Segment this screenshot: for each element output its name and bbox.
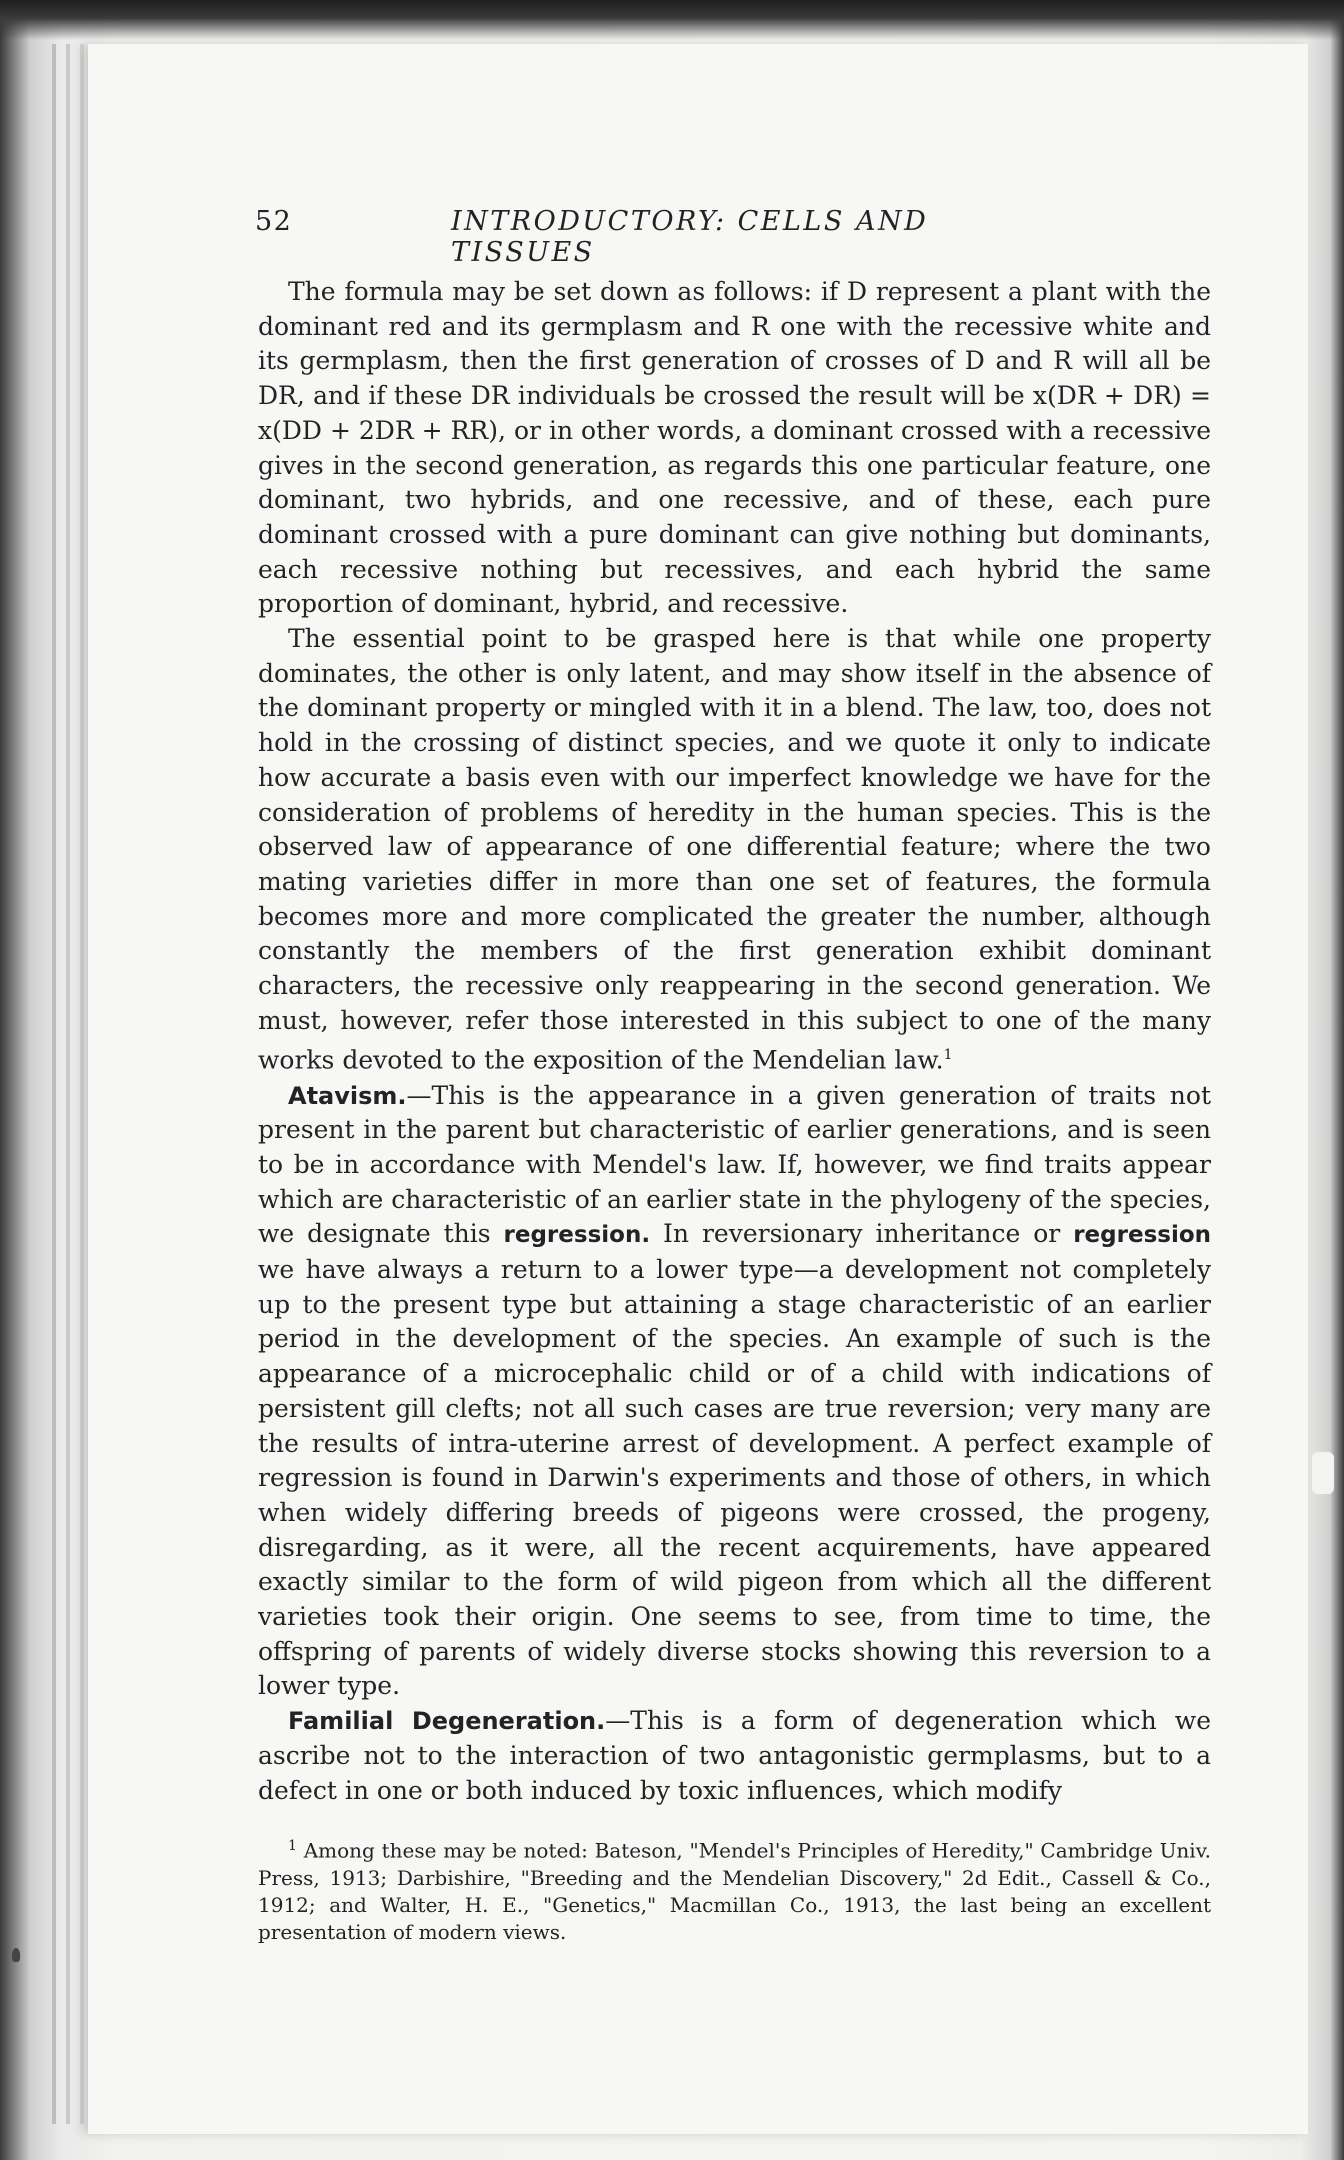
- section-run-in-heading: Atavism.: [288, 1081, 407, 1110]
- emphasized-term: regression.: [503, 1222, 651, 1249]
- page-stack-edge: [80, 44, 84, 2124]
- page-number: 52: [255, 206, 293, 237]
- footnote-text: Among these may be noted: Bateson, "Mendel's Principles of Heredity," Cambridge Univ. Press, 1913; Darbishire, "Breeding and the Mendelian Discovery," 2d Edit., Cassell & Co., 1912; and Walter, H. E., "Genetics," Macmillan Co., 1913, the last being an excellent presentation of modern views.: [258, 1838, 1211, 1944]
- paragraph-text: we have always a return to a lower type—a development not completely up to the present type but attaining a stage characteristic of an earlier period in the development of the species. An example of such is the appearance of a microcephalic child or of a child with indications of persistent gill clefts; not all such cases are true reversion; very many are the results of intra-uterine arrest of development. A perfect example of regression is found in Darwin's experiments and those of others, in which when widely differing breeds of pigeons were crossed, the progeny, disregarding, as it were, all the recent acquirements, have appeared exactly similar to the form of wild pigeon from which all the different varieties took their origin. One seems to see, from time to time, the offspring of parents of widely diverse stocks showing this reversion to a lower type.: [258, 1255, 1211, 1701]
- paragraph-text: —This is a form of degeneration which we ascribe not to the interaction of two antagonistic germplasms, but to a defect in one or both induced by toxic influences, which modify: [258, 1706, 1211, 1805]
- paragraph-text: —This is the appearance in a given generation of traits not present in the parent but characteristic of earlier generations, and is seen to be in accordance with Mendel's law. If, however, we find traits appear which are characteristic of an earlier state in the phylogeny of the species, we designate this: [258, 1080, 1211, 1249]
- emphasized-term: regression: [1073, 1222, 1212, 1249]
- footnote: [258, 1833, 1211, 1946]
- paragraph-text: In reversionary inheritance or: [663, 1219, 1061, 1249]
- paragraph-text: The essential point to be grasped here is that while one property dominates, the other is only latent, and may show itself in the absence of the dominant property or mingled with it in a blend. The law, too, does not hold in the crossing of distinct species, and we quote it only to indicate how accurate a basis even with our imperfect knowledge we have for the consideration of problems of heredity in the human species. This is the observed law of appearance of one differential feature; where the two mating varieties differ in more than one set of features, the formula becomes more and more complicated the greater the number, although constantly the members of the first generation exhibit dominant characters, the recessive only reappearing in the second generation. We must, however, refer those interested in this subject to one of the many works devoted to the exposition of the Mendelian law.: [258, 624, 1211, 1075]
- running-title: INTRODUCTORY: CELLS AND TISSUES: [451, 206, 929, 268]
- scanner-shadow: [0, 0, 1344, 40]
- paragraph-familial-degeneration: [258, 1704, 1211, 1808]
- page-stack-edge: [52, 44, 56, 2124]
- scan-speck: [12, 1948, 20, 1962]
- paper-notch: [1312, 1452, 1334, 1494]
- page-stack-edge: [66, 44, 70, 2124]
- section-run-in-heading: Familial Degeneration.: [288, 1707, 606, 1736]
- page-header: [255, 206, 1025, 268]
- paragraph-atavism: [258, 1079, 1211, 1705]
- footnote-paragraph: [258, 1833, 1211, 1946]
- footnote-ref: 1: [943, 1047, 953, 1064]
- paragraph-mendel-formula: The formula may be set down as follows: if D represent a plant with the dominant red and its germplasm and R one with the recessive white and its germplasm, then the first generation of crosses of D and R will all be DR, and if these DR individuals be crossed the result will be x(DR + DR) = x(DD + 2DR + RR), or in other words, a dominant crossed with a recessive gives in the second generation, as regards this one particular feature, one dominant, two hybrids, and one recessive, and of these, each pure dominant crossed with a pure dominant can give nothing but dominants, each recessive nothing but recessives, and each hybrid the same proportion of dominant, hybrid, and recessive.: [258, 277, 1211, 619]
- paragraph-dominance: [258, 622, 1211, 1078]
- footnote-marker: 1: [288, 1838, 297, 1854]
- body-text: [258, 275, 1211, 1808]
